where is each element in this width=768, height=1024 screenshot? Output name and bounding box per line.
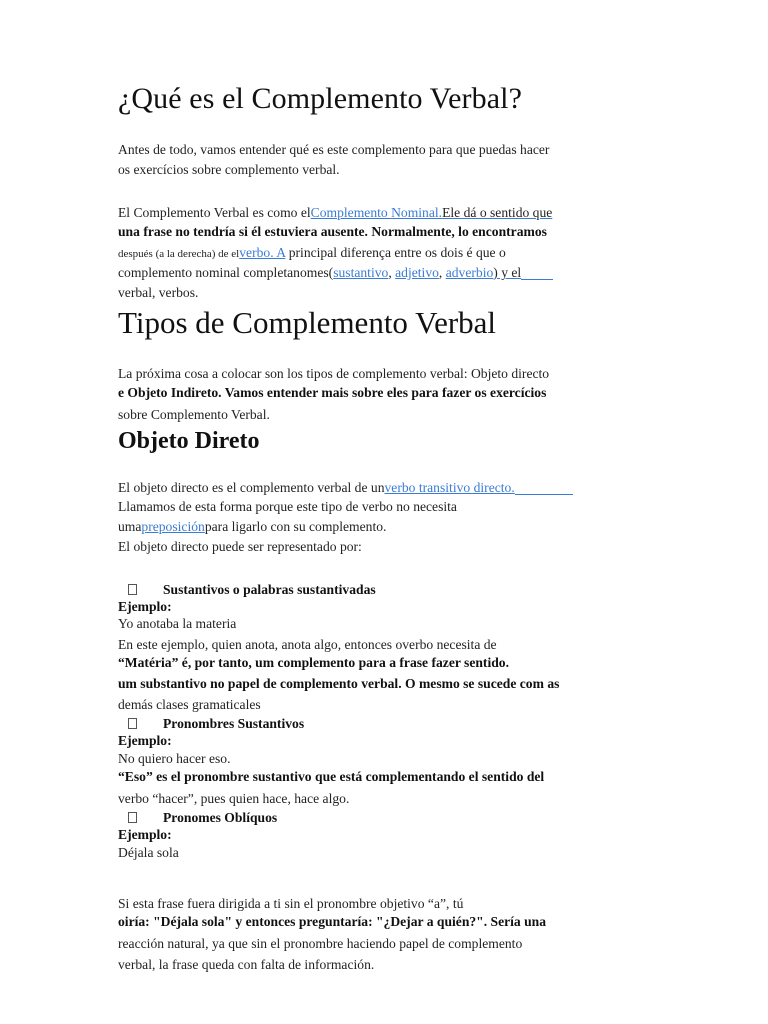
explanation-2-line-1: “Eso” es el pronombre sustantivo que está complementando el sentido del xyxy=(118,769,545,784)
final-line-3: reacción natural, ya que sin el pronombre haciendo papel de complemento xyxy=(118,936,523,951)
para1-line-4 xyxy=(118,263,553,282)
intro-line-2: os exercícios sobre complemento verbal. xyxy=(118,162,340,177)
underline-decoration xyxy=(515,480,573,495)
para1-text: principal diferença entre os dois é que o xyxy=(285,245,506,260)
final-line-4: verbal, la frase queda con falta de información. xyxy=(118,957,375,972)
para1-text: complemento nominal completanomes( xyxy=(118,265,334,280)
example-3: Déjala sola xyxy=(118,845,179,860)
separator: , xyxy=(438,265,446,280)
tipos-line-1: La próxima cosa a colocar son los tipos de complemento verbal: Objeto directo xyxy=(118,366,550,381)
final-line-2: oiría: "Déjala sola" y entonces preguntaría: "¿Dejar a quién?". Sería una xyxy=(118,914,547,929)
verbo-link[interactable]: verbo. A xyxy=(239,245,286,260)
explanation-1-line-1: En este ejemplo, quien anota, anota algo, entonces overbo necesita de xyxy=(118,637,497,652)
intro-line-1: Antes de todo, vamos entender qué es este complemento para que puedas hacer xyxy=(118,142,550,157)
objeto-line-2: Llamamos de esta forma porque este tipo de verbo no necesita xyxy=(118,499,457,514)
para1-line-1 xyxy=(118,203,552,222)
heading-objeto-directo: Objeto Direto xyxy=(118,428,260,454)
para1-line-5: verbal, verbos. xyxy=(118,285,199,300)
list-item-label: Pronomes Oblíquos xyxy=(163,810,278,825)
para1-line-3 xyxy=(118,243,506,264)
underline-decoration xyxy=(521,265,553,280)
ejemplo-label: Ejemplo: xyxy=(118,733,172,748)
para1-small-text: después (a la derecha) de el xyxy=(118,248,240,260)
ejemplo-label: Ejemplo: xyxy=(118,599,172,614)
para1-text: El Complemento Verbal es como el xyxy=(118,205,311,220)
explanation-1-line-4: demás clases gramaticales xyxy=(118,697,261,712)
tipos-line-3: sobre Complemento Verbal. xyxy=(118,407,270,422)
objeto-text: uma xyxy=(118,519,142,534)
objeto-line-3 xyxy=(118,517,386,536)
complemento-nominal-link[interactable]: Complemento Nominal. xyxy=(310,205,443,220)
objeto-text: El objeto directo es el complemento verbal de un xyxy=(118,480,385,495)
tipos-line-2: e Objeto Indireto. Vamos entender mais sobre eles para fazer os exercícios xyxy=(118,385,547,400)
verbo-transitivo-link[interactable]: verbo transitivo directo. xyxy=(384,480,515,495)
heading-tipos: Tipos de Complemento Verbal xyxy=(118,305,497,340)
objeto-text: para ligarlo con su complemento. xyxy=(204,519,387,534)
explanation-1-line-2: “Matéria” é, por tanto, um complemento para a frase fazer sentido. xyxy=(118,655,509,670)
sustantivo-link[interactable]: sustantivo xyxy=(333,265,389,280)
example-2: No quiero hacer eso. xyxy=(118,751,231,766)
list-item-label: Sustantivos o palabras sustantivadas xyxy=(163,582,376,597)
explanation-2-line-2: verbo “hacer”, pues quien hace, hace algo. xyxy=(118,791,350,806)
list-item-label: Pronombres Sustantivos xyxy=(163,716,305,731)
bullet-box-icon xyxy=(128,718,137,729)
bullet-box-icon xyxy=(128,812,137,823)
para1-line-2: una frase no tendría si él estuviera ausente. Normalmente, lo encontramos xyxy=(118,224,547,239)
separator: , xyxy=(388,265,396,280)
para1-text: ) y el xyxy=(493,265,522,280)
objeto-line-4: El objeto directo puede ser representado por: xyxy=(118,539,362,554)
explanation-1-line-3: um substantivo no papel de complemento verbal. O mesmo se sucede com as xyxy=(118,676,560,691)
ejemplo-label: Ejemplo: xyxy=(118,827,172,842)
adverbio-link[interactable]: adverbio xyxy=(445,265,494,280)
objeto-line-1 xyxy=(118,478,573,497)
preposicion-link[interactable]: preposición xyxy=(141,519,205,534)
bullet-box-icon xyxy=(128,584,137,595)
final-line-1: Si esta frase fuera dirigida a ti sin el pronombre objetivo “a”, tú xyxy=(118,896,464,911)
adjetivo-link[interactable]: adjetivo xyxy=(395,265,439,280)
example-1: Yo anotaba la materia xyxy=(118,616,237,631)
para1-text: Ele dá o sentido que xyxy=(442,205,553,220)
page-title: ¿Qué es el Complemento Verbal? xyxy=(118,82,522,115)
